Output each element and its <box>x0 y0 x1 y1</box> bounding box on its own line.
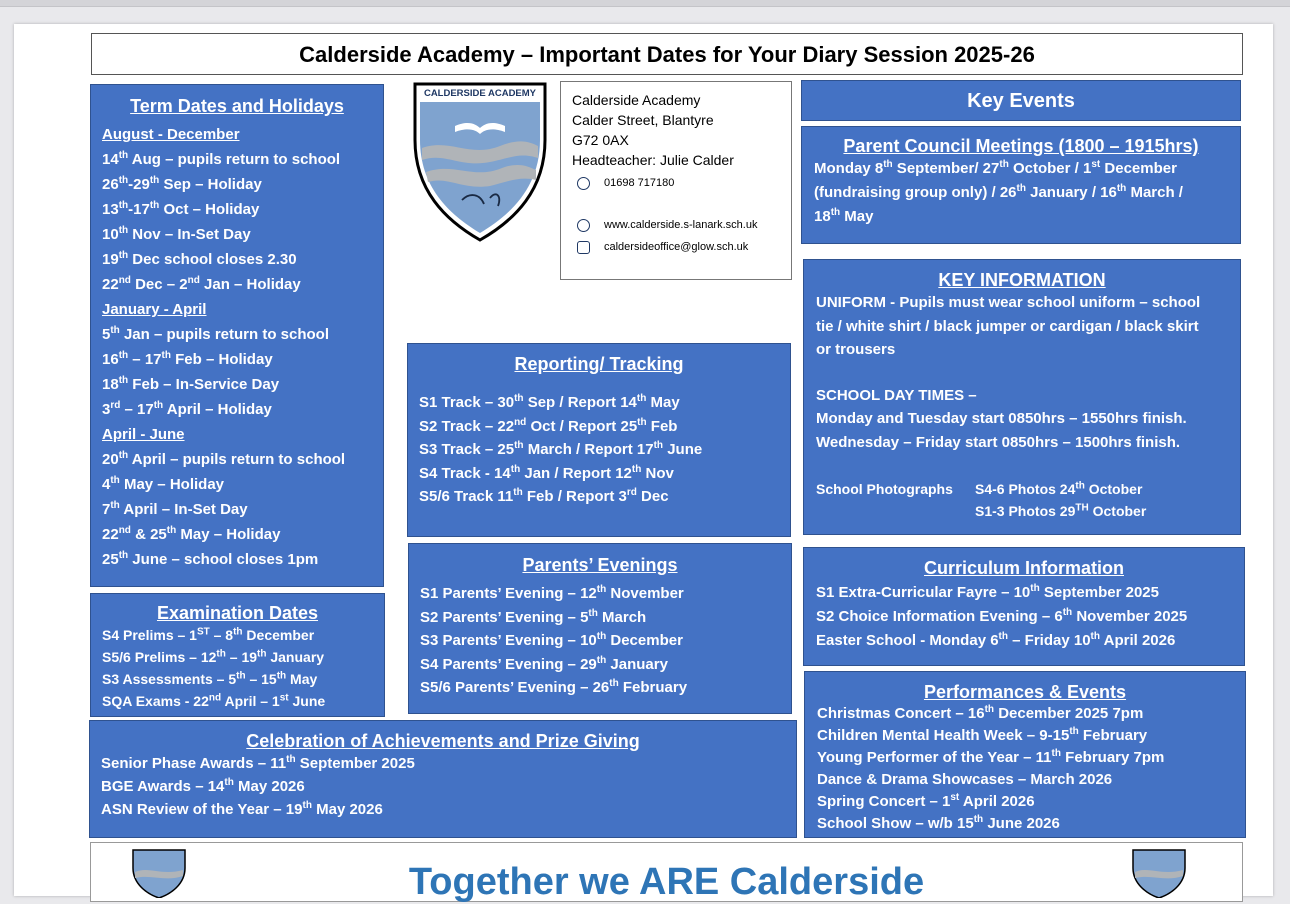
list-item: School Show – w/b 15th June 2026 <box>817 814 1060 832</box>
list-item: SQA Exams - 22nd April – 1st June <box>102 692 326 709</box>
list-item: (fundraising group only) / 26th January / 16th March / <box>814 183 1183 201</box>
celebration-heading: Celebration of Achievements and Prize Giving <box>246 731 640 751</box>
list-item: Monday 8th September/ 27th October / 1st December <box>814 159 1177 177</box>
parents-evenings-heading: Parents’ Evenings <box>522 555 678 575</box>
list-item: S4-6 Photos 24th October <box>975 480 1143 497</box>
contact-web-row <box>572 214 791 236</box>
school-day-time-line: Monday and Tuesday start 0850hrs – 1550hrs finish. <box>816 410 1187 427</box>
list-item: S1 Extra-Curricular Fayre – 10th September 2025 <box>816 583 1159 601</box>
key-events-panel <box>801 80 1241 121</box>
key-events-heading: Key Events <box>967 90 1075 112</box>
globe-icon <box>577 219 590 232</box>
list-item: S1-3 Photos 29TH October <box>975 502 1147 519</box>
parents-evenings-list <box>420 582 791 700</box>
celebration-panel <box>89 720 797 838</box>
list-item: 13th-17th Oct – Holiday <box>102 200 260 218</box>
school-photographs-row <box>816 478 1240 519</box>
contact-email[interactable]: caldersideoffice@glow.sch.uk <box>604 241 749 253</box>
list-item: S3 Assessments – 5th – 15th May <box>102 670 318 687</box>
list-item: BGE Awards – 14th May 2026 <box>101 777 305 795</box>
list-item: 22nd Dec – 2nd Jan – Holiday <box>102 275 301 293</box>
uniform-line: tie / white shirt / black jumper or cardigan / black skirt <box>816 317 1199 335</box>
list-item: S5/6 Prelims – 12th – 19th January <box>102 648 325 665</box>
contact-line: Headteacher: Julie Calder <box>572 152 734 168</box>
exam-dates-list <box>102 624 384 712</box>
celebration-list <box>101 752 796 821</box>
list-item: S3 Parents’ Evening – 10th December <box>420 631 683 649</box>
contact-website[interactable]: www.calderside.s-lanark.sch.uk <box>604 219 758 231</box>
school-crest <box>410 80 550 245</box>
parent-council-panel <box>801 126 1241 244</box>
parents-evenings-panel <box>408 543 792 714</box>
section-subheading: January - April <box>102 301 207 318</box>
list-item: S5/6 Track 11th Feb / Report 3rd Dec <box>419 487 669 505</box>
school-day-times-heading: SCHOOL DAY TIMES – <box>816 386 977 404</box>
reporting-list <box>419 391 790 509</box>
exam-dates-heading: Examination Dates <box>156 603 319 623</box>
list-item: Children Mental Health Week – 9-15th February <box>817 726 1148 744</box>
uniform-line: or trousers <box>816 341 896 358</box>
contact-email-row <box>572 236 791 258</box>
reporting-panel <box>407 343 791 537</box>
list-item: Christmas Concert – 16th December 2025 7pm <box>817 704 1144 722</box>
parent-council-heading: Parent Council Meetings (1800 – 1915hrs) <box>843 136 1199 156</box>
list-item: 26th-29th Sep – Holiday <box>102 175 262 193</box>
footer-motto: Together we ARE Calderside <box>408 861 925 903</box>
list-item: S5/6 Parents’ Evening – 26th February <box>420 678 688 696</box>
term-dates-panel <box>90 84 384 587</box>
list-item: 14th Aug – pupils return to school <box>102 150 341 168</box>
exam-dates-panel <box>90 593 385 717</box>
term-dates-heading: Term Dates and Holidays <box>130 96 344 116</box>
contact-phone-row <box>572 172 791 194</box>
list-item: S4 Parents’ Evening – 29th January <box>420 654 668 673</box>
contact-phone[interactable]: 01698 717180 <box>604 177 675 189</box>
reporting-heading: Reporting/ Tracking <box>514 354 684 374</box>
performances-panel <box>804 671 1246 838</box>
section-subheading: April - June <box>102 426 185 443</box>
list-item: Young Performer of the Year – 11th February 7pm <box>817 748 1165 766</box>
list-item: S4 Prelims – 1ST – 8th December <box>102 626 315 643</box>
list-item: Senior Phase Awards – 11th September 2025 <box>101 754 415 772</box>
curriculum-heading: Curriculum Information <box>923 558 1124 578</box>
page-title: Calderside Academy – Important Dates for Your Diary Session 2025-26 <box>91 33 1243 75</box>
list-item: 18th May <box>814 207 874 225</box>
list-item: S4 Track - 14th Jan / Report 12th Nov <box>419 463 674 482</box>
list-item: Dance & Drama Showcases – March 2026 <box>817 771 1113 788</box>
list-item: 18th Feb – In-Service Day <box>102 375 280 393</box>
footer-crest-right <box>1131 848 1187 898</box>
key-information-heading: KEY INFORMATION <box>938 270 1106 290</box>
list-item: 22nd & 25th May – Holiday <box>102 525 281 543</box>
list-item: 4th May – Holiday <box>102 475 224 493</box>
list-item: 25th June – school closes 1pm <box>102 550 319 568</box>
footer-banner <box>90 842 1243 902</box>
performances-heading: Performances & Events <box>923 682 1127 702</box>
list-item: 3rd – 17th April – Holiday <box>102 400 272 418</box>
list-item: 5th Jan – pupils return to school <box>102 325 329 343</box>
school-photographs-label: School Photographs <box>816 481 953 497</box>
section-subheading: August - December <box>102 126 240 143</box>
list-item: 19th Dec school closes 2.30 <box>102 250 297 268</box>
crest-text: CALDERSIDE ACADEMY <box>423 88 537 99</box>
key-information-panel <box>803 259 1241 535</box>
envelope-icon <box>577 241 590 254</box>
list-item: Spring Concert – 1st April 2026 <box>817 792 1035 810</box>
curriculum-list <box>816 581 1244 653</box>
contact-panel <box>560 81 792 280</box>
list-item: S1 Parents’ Evening – 12th November <box>420 584 684 602</box>
list-item: 10th Nov – In-Set Day <box>102 225 251 243</box>
contact-line: Calder Street, Blantyre <box>572 112 714 128</box>
list-item: S1 Track – 30th Sep / Report 14th May <box>419 393 680 411</box>
list-item: 7th April – In-Set Day <box>102 500 248 518</box>
curriculum-panel <box>803 547 1245 666</box>
list-item: ASN Review of the Year – 19th May 2026 <box>101 800 383 818</box>
performances-list <box>817 703 1245 835</box>
list-item: S2 Track – 22nd Oct / Report 25th Feb <box>419 416 678 435</box>
term-dates-list <box>102 122 383 572</box>
school-photographs-list <box>975 478 1146 522</box>
contact-line: Calderside Academy <box>572 92 701 108</box>
uniform-line: UNIFORM - Pupils must wear school uniform – school <box>816 294 1201 311</box>
phone-icon <box>577 177 590 190</box>
contact-line: G72 0AX <box>572 132 629 148</box>
list-item: S3 Track – 25th March / Report 17th June <box>419 440 703 458</box>
list-item: S2 Parents’ Evening – 5th March <box>420 607 647 626</box>
list-item: Easter School - Monday 6th – Friday 10th April 2026 <box>816 631 1176 649</box>
school-day-time-line: Wednesday – Friday start 0850hrs – 1500hrs finish. <box>816 433 1181 451</box>
window-top-bar <box>0 0 1290 7</box>
parent-council-list <box>814 157 1240 229</box>
list-item: S2 Choice Information Evening – 6th November 2025 <box>816 607 1188 625</box>
list-item: 16th – 17th Feb – Holiday <box>102 350 273 368</box>
list-item: 20th April – pupils return to school <box>102 450 346 468</box>
